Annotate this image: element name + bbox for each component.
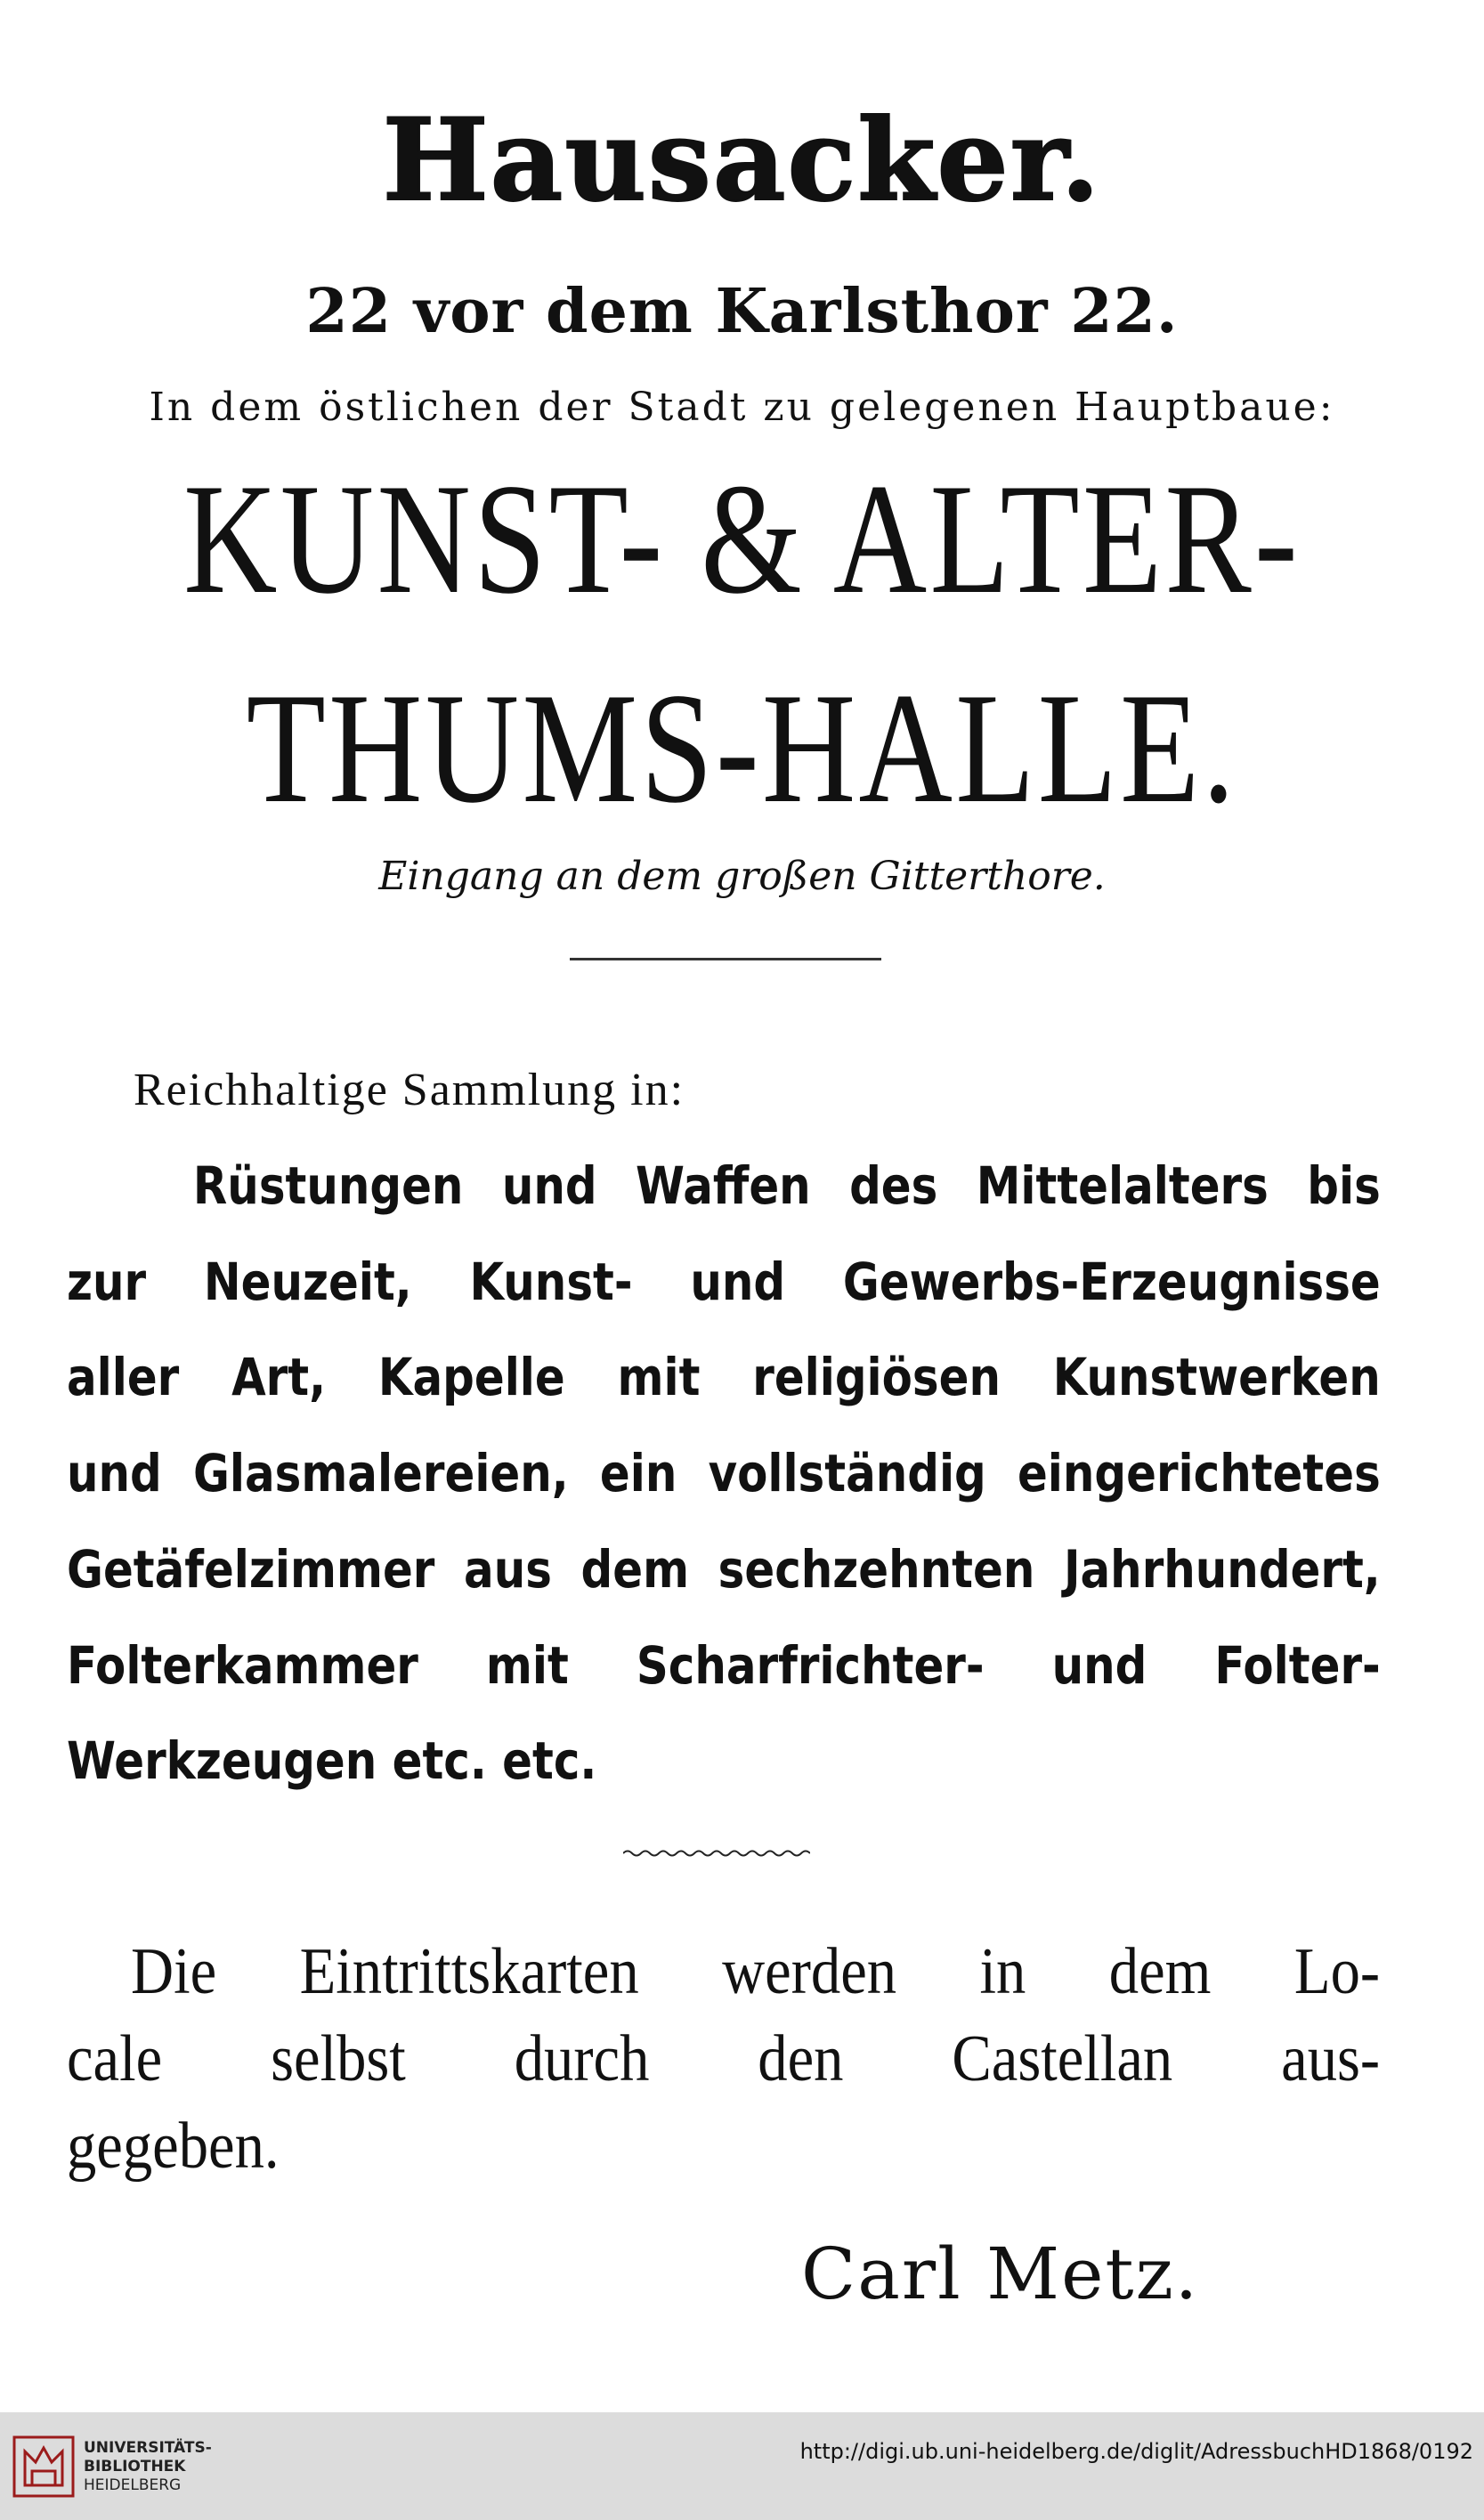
collection-line [67,1730,1380,1792]
library-name-line-3: HEIDELBERG [84,2476,182,2494]
notice-line [67,2019,1380,2099]
collection-text: aller Art, Kapelle mit religiösen Kunstwerken [67,1347,1381,1407]
collection-text: und Glasmalereien, ein vollständig eingerichtetes [67,1443,1381,1503]
collection-line [67,1346,1380,1408]
notice-text: gegeben. [67,2110,280,2183]
divider-rule [570,958,881,960]
collection-line [67,1634,1380,1697]
notice-text: Die Eintrittskarten werden in dem Lo- [131,1935,1381,2008]
hall-name-line-2: THUMS-HALLE. [246,660,1238,836]
page-title: Hausacker. [382,94,1102,226]
collection-line [67,1155,1380,1217]
collection-text: Rüstungen und Waffen des Mittelalters bis [192,1155,1381,1216]
library-name-line-1: UNIVERSITÄTS- [84,2439,212,2457]
collection-text: Getäfelzimmer aus dem sechzehnten Jahrhundert, [67,1539,1381,1600]
footer-bar [0,2412,1484,2520]
address-line: 22 vor dem Karlsthor 22. [305,276,1179,347]
university-seal-icon[interactable] [12,2435,75,2498]
notice-line [67,1932,1380,2012]
entrance-line: Eingang an dem großen Gitterthore. [378,854,1106,899]
ornamental-squiggle [623,1847,810,1860]
collection-text: Werkzeugen etc. etc. [67,1730,597,1791]
notice-text: cale selbst durch den Castellan aus- [67,2022,1381,2095]
location-line: In dem östlichen der Stadt zu gelegenen Hauptbaue: [149,385,1335,430]
collection-line [67,1538,1380,1600]
hall-name-line-1: KUNST- & ALTER- [183,450,1301,627]
collection-line [67,1442,1380,1504]
collection-text: Folterkammer mit Scharfrichter- und Folter- [67,1635,1381,1696]
collection-text: zur Neuzeit, Kunst- und Gewerbs-Erzeugnisse [67,1252,1381,1312]
signature: Carl Metz. [801,2232,1200,2315]
collection-line [67,1251,1380,1313]
source-url-link[interactable]: http://digi.ub.uni-heidelberg.de/diglit/AdressbuchHD1868/0192 [799,2439,1473,2464]
collection-intro: Reichhaltige Sammlung in: [134,1065,685,1115]
library-name[interactable] [84,2439,212,2495]
library-name-line-2: BIBLIOTHEK [84,2458,186,2475]
notice-line [67,2106,1380,2186]
